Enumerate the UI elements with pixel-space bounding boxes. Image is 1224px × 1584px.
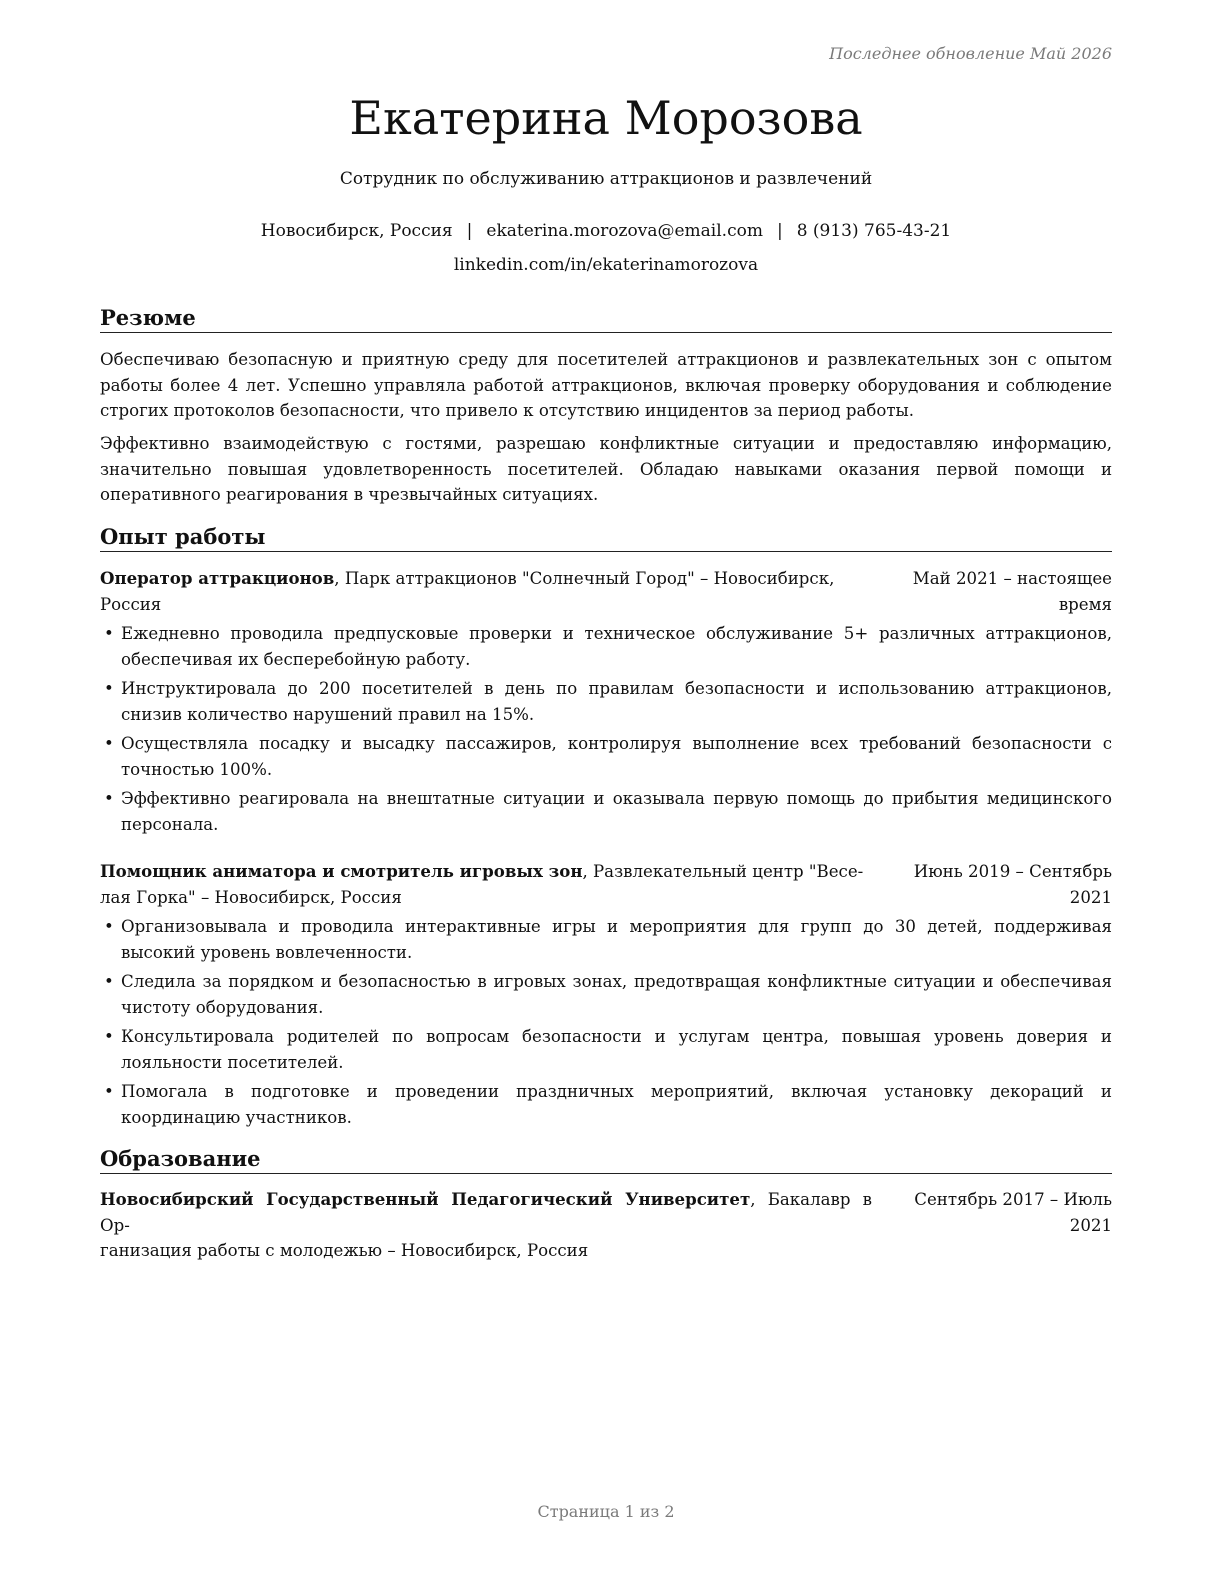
bullet-icon: • [104, 789, 114, 808]
linkedin-link[interactable]: linkedin.com/in/ekaterinamorozova [453, 255, 759, 275]
degree: , Бакалавр в Ор- [100, 1190, 873, 1235]
section-title-experience: Опыт работы [100, 524, 1112, 552]
list-item: • Следила за порядком и безопасностью в игровых зонах, предотвращая конфликтные ситуации и обеспечивая чистоту оборудования. [100, 969, 1112, 1020]
job-bullets [100, 914, 1112, 1134]
list-item: • Инструктировала до 200 посетителей в день по правилам безопасности и использованию аттракционов, снизив количество нарушений правил на 15%. [100, 676, 1112, 727]
resume-page [100, 0, 1112, 1584]
page-number: Страница 1 из 2 [537, 1502, 675, 1521]
list-item: • Эффективно реагировала на внештатные ситуации и оказывала первую помощь до прибытия медицинского персонала. [100, 786, 1112, 837]
bullet-icon: • [104, 1027, 114, 1046]
job-title: Сотрудник по обслуживанию аттракционов и развлечений [339, 169, 873, 189]
job-org-continued: Россия [100, 594, 162, 614]
job-org: , Развлекательный центр "Весе- [582, 862, 864, 881]
bullet-icon: • [104, 1082, 114, 1101]
candidate-name: Екатерина Морозова [349, 91, 863, 145]
separator: | [466, 221, 473, 241]
section-title-education: Образование [100, 1146, 1112, 1174]
degree-continued: ганизация работы с молодежью – Новосибирск, Россия [100, 1241, 589, 1260]
list-item: • Ежедневно проводила предпусковые проверки и техническое обслуживание 5+ различных аттракционов, обеспечивая их бесперебойную работу. [100, 621, 1112, 672]
list-item: • Консультировала родителей по вопросам безопасности и услугам центра, повышая уровень доверия и лояльности посетителей. [100, 1024, 1112, 1075]
bullet-icon: • [104, 917, 114, 936]
location: Новосибирск, Россия [260, 221, 453, 241]
job-role: Оператор аттракционов [100, 568, 335, 588]
education-entry [100, 1187, 1112, 1260]
last-updated: Последнее обновление Май 2026 [829, 44, 1112, 63]
education-dates: Сентябрь 2017 – Июль [914, 1190, 1112, 1209]
bullet-icon: • [104, 624, 114, 643]
section-title-summary: Резюме [100, 305, 1112, 333]
contact-line [100, 219, 1112, 243]
summary-paragraph: Эффективно взаимодействую с гостями, разрешаю конфликтные ситуации и предоставляю информацию, значительно повышая удовлетворенность посетителей. Обладаю навыками оказания первой помощи и оперативного реагирования в чрезвычайных ситуациях. [100, 434, 1112, 504]
list-item: • Организовывала и проводила интерактивные игры и мероприятия для групп до 30 детей, поддерживая высокий уровень вовлеченности. [100, 914, 1112, 965]
phone: 8 (913) 765-43-21 [796, 221, 952, 241]
separator: | [776, 221, 783, 241]
job-header [100, 566, 1112, 617]
job-dates-continued: 2021 [1069, 887, 1112, 907]
email-link[interactable]: ekaterina.morozova@email.com [486, 221, 763, 241]
job-dates: Май 2021 – настоящее [912, 569, 1112, 588]
school-name: Новосибирский Государственный Педагогический Университет [100, 1189, 751, 1209]
job-org: , Парк аттракционов "Солнечный Город" – Новосибирск, [334, 569, 835, 588]
job-header [100, 859, 1112, 910]
job-bullets [100, 621, 1112, 841]
job-role: Помощник аниматора и смотритель игровых зон [100, 861, 583, 881]
bullet-icon: • [104, 679, 114, 698]
list-item: • Осуществляла посадку и высадку пассажиров, контролируя выполнение всех требований безопасности с точностью 100%. [100, 731, 1112, 782]
bullet-icon: • [104, 972, 114, 991]
list-item: • Помогала в подготовке и проведении праздничных мероприятий, включая установку декораций и координацию участников. [100, 1079, 1112, 1130]
summary-paragraph: Обеспечиваю безопасную и приятную среду для посетителей аттракционов и развлекательных зон с опытом работы более 4 лет. Успешно управляла работой аттракционов, включая проверку оборудования и соблюдение строгих протоколов безопасности, что привело к отсутствию инцидентов за период работы. [100, 350, 1112, 420]
job-dates: Июнь 2019 – Сентябрь [913, 862, 1112, 881]
education-dates-continued: 2021 [1069, 1215, 1112, 1235]
job-dates-continued: время [1058, 594, 1112, 614]
bullet-icon: • [104, 734, 114, 753]
job-org-continued: лая Горка" – Новосибирск, Россия [100, 887, 402, 907]
